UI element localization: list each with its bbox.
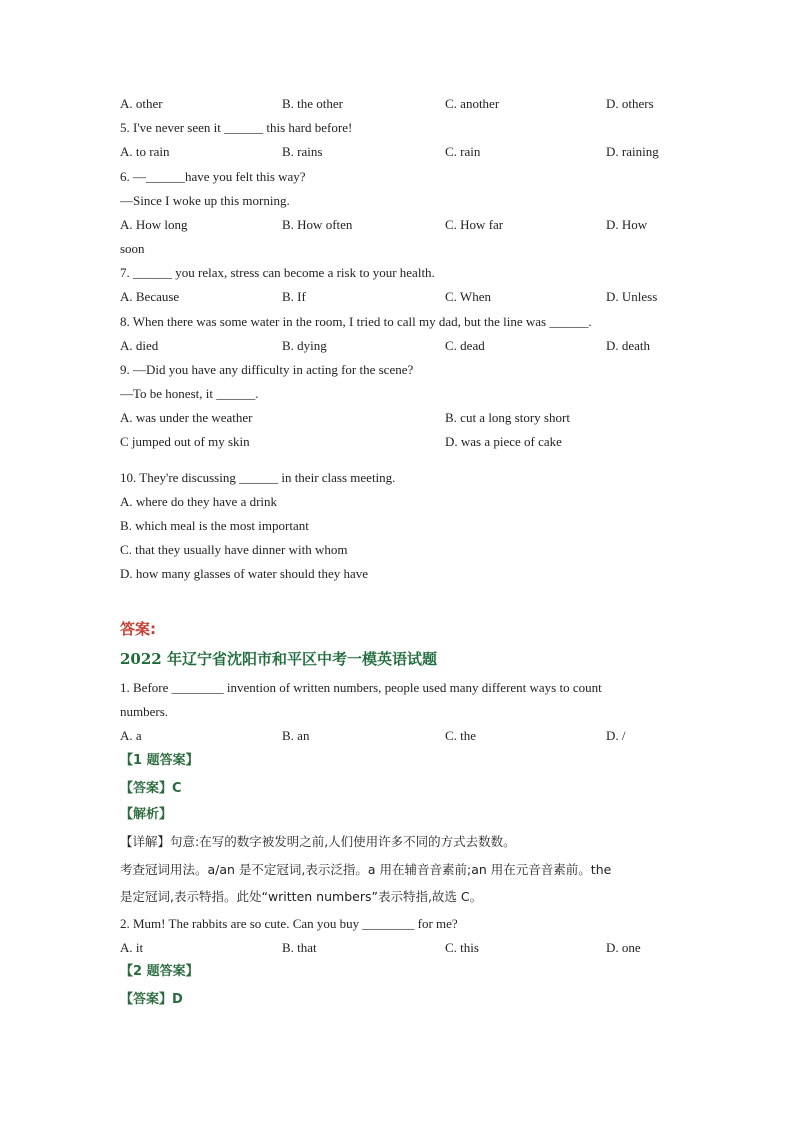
a2-answer-heading: 【2 题答案】 — [120, 964, 199, 979]
q6-option-b: B. How often — [282, 217, 353, 232]
a1-answer: 【答案】C — [120, 781, 182, 796]
q10-stem: 10. They're discussing ______ in their class meeting. — [120, 470, 396, 485]
q7-option-c: C. When — [445, 289, 491, 304]
a1-stem-wrap: numbers. — [120, 704, 169, 719]
q6-stem: 6. —______have you felt this way? — [120, 169, 306, 184]
q5-stem: 5. I've never seen it ______ this hard before! — [120, 120, 353, 135]
q8-option-d: D. death — [606, 338, 651, 353]
q4-option-c: C. another — [445, 96, 500, 111]
q7-option-d: D. Unless — [606, 289, 658, 304]
exam-title: 2022 年辽宁省沈阳市和平区中考一模英语试题 — [120, 650, 437, 668]
a1-answer-heading: 【1 题答案】 — [120, 753, 199, 768]
a1-option-c: C. the — [445, 728, 477, 743]
q5-option-a: A. to rain — [120, 144, 170, 159]
q8-option-a: A. died — [120, 338, 159, 353]
a2-option-a: A. it — [120, 940, 144, 955]
q7-option-b: B. If — [282, 289, 306, 304]
a2-option-b: B. that — [282, 940, 317, 955]
q6-option-d: D. How — [606, 217, 648, 232]
q5-option-c: C. rain — [445, 144, 481, 159]
q7-stem: 7. ______ you relax, stress can become a risk to your health. — [120, 265, 435, 280]
a1-option-a: A. a — [120, 728, 142, 743]
q10-option-a: A. where do they have a drink — [120, 494, 278, 509]
q6-option-a: A. How long — [120, 217, 188, 232]
q10-option-b: B. which meal is the most important — [120, 518, 309, 533]
a1-explain-1: 考查冠词用法。a/an 是不定冠词,表示泛指。a 用在辅音音素前;an 用在元音音素前。the — [120, 862, 612, 877]
a2-option-d: D. one — [606, 940, 641, 955]
a1-explain-2: 是定冠词,表示特指。此处“written numbers”表示特指,故选 C。 — [120, 889, 483, 904]
q10-option-c: C. that they usually have dinner with whom — [120, 542, 348, 557]
q9-reply: —To be honest, it ______. — [120, 386, 259, 401]
a2-stem: 2. Mum! The rabbits are so cute. Can you buy ________ for me? — [120, 916, 458, 931]
q4-option-a: A. other — [120, 96, 163, 111]
q8-option-b: B. dying — [282, 338, 327, 353]
q8-stem: 8. When there was some water in the room, I tried to call my dad, but the line was ______. — [120, 314, 592, 329]
a1-detail: 【详解】句意:在写的数字被发明之前,人们使用许多不同的方式去数数。 — [120, 834, 516, 849]
q4-option-d: D. others — [606, 96, 654, 111]
a1-answer-line — [120, 780, 182, 797]
q9-option-d: D. was a piece of cake — [445, 434, 562, 449]
q5-option-b: B. rains — [282, 144, 323, 159]
a2-answer: 【答案】D — [120, 992, 183, 1007]
q6-option-c: C. How far — [445, 217, 504, 232]
a1-option-b: B. an — [282, 728, 310, 743]
q6-reply: —Since I woke up this morning. — [120, 193, 290, 208]
a1-stem: 1. Before ________ invention of written numbers, people used many different ways to count — [120, 680, 602, 695]
q7-option-a: A. Because — [120, 289, 180, 304]
q5-option-d: D. raining — [606, 144, 659, 159]
a1-analysis-heading: 【解析】 — [120, 807, 173, 822]
q9-option-a: A. was under the weather — [120, 410, 253, 425]
q6-option-d-wrap: soon — [120, 241, 145, 256]
q9-option-c: C jumped out of my skin — [120, 434, 250, 449]
q4-option-b: B. the other — [282, 96, 344, 111]
q10-option-d: D. how many glasses of water should they have — [120, 566, 369, 581]
answers-heading: 答案: — [120, 620, 156, 638]
a2-option-c: C. this — [445, 940, 479, 955]
q9-stem: 9. —Did you have any difficulty in acting for the scene? — [120, 362, 414, 377]
q9-option-b: B. cut a long story short — [445, 410, 570, 425]
q8-option-c: C. dead — [445, 338, 485, 353]
a1-option-d: D. / — [606, 728, 626, 743]
